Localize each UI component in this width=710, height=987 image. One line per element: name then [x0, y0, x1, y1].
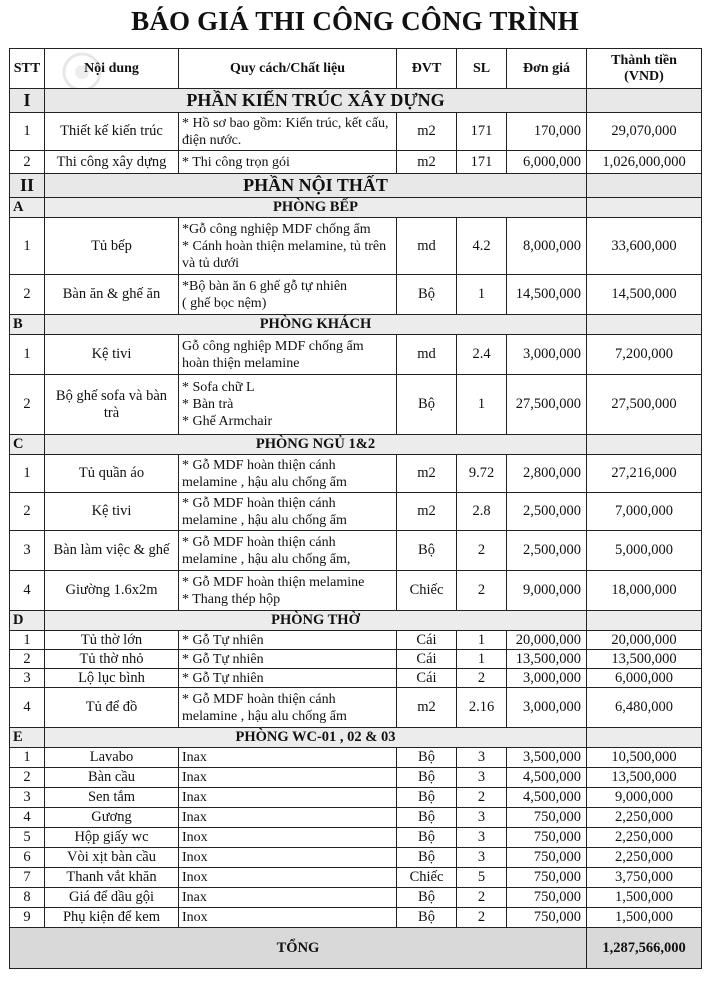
cell-quy-cach: * Gỗ MDF hoàn thiện cánh melamine , hậu alu chống ẩm, — [179, 531, 397, 571]
cell-noi-dung: Tủ để đồ — [45, 688, 179, 728]
header-thanh-tien: Thành tiền (VND) — [587, 49, 702, 89]
group-empty-cell — [587, 728, 702, 748]
group-row — [10, 198, 702, 218]
table-row — [10, 888, 702, 908]
group-empty-cell — [587, 611, 702, 631]
cell-stt: 2 — [10, 650, 45, 669]
cell-don-gia: 2,500,000 — [507, 531, 587, 571]
cell-quy-cach: *Gỗ công nghiệp MDF chống ẩm * Cánh hoàn thiện melamine, tủ trên và tủ dưới — [179, 218, 397, 275]
group-letter: B — [10, 315, 45, 335]
cell-thanh-tien: 2,250,000 — [587, 848, 702, 868]
cell-dvt: Bộ — [397, 808, 457, 828]
cell-noi-dung: Bộ ghế sofa và bàn trà — [45, 375, 179, 435]
cell-dvt: Chiếc — [397, 868, 457, 888]
cell-thanh-tien: 2,250,000 — [587, 808, 702, 828]
cell-noi-dung: Bàn cầu — [45, 768, 179, 788]
cell-thanh-tien: 7,200,000 — [587, 335, 702, 375]
cell-sl: 2 — [457, 788, 507, 808]
table-row — [10, 531, 702, 571]
cell-quy-cach: * Thi công trọn gói — [179, 151, 397, 174]
cell-stt: 4 — [10, 571, 45, 611]
cell-don-gia: 9,000,000 — [507, 571, 587, 611]
cell-don-gia: 2,800,000 — [507, 455, 587, 493]
group-row — [10, 611, 702, 631]
cell-don-gia: 27,500,000 — [507, 375, 587, 435]
cell-quy-cach: Inax — [179, 748, 397, 768]
header-don-gia: Đơn giá — [507, 49, 587, 89]
cell-quy-cach: Inox — [179, 848, 397, 868]
cell-don-gia: 3,000,000 — [507, 335, 587, 375]
cell-thanh-tien: 33,600,000 — [587, 218, 702, 275]
cell-thanh-tien: 6,000,000 — [587, 669, 702, 688]
table-row — [10, 908, 702, 928]
cell-dvt: m2 — [397, 113, 457, 151]
table-row — [10, 650, 702, 669]
document-title: BÁO GIÁ THI CÔNG CÔNG TRÌNH — [131, 6, 579, 36]
cell-don-gia: 750,000 — [507, 888, 587, 908]
cell-thanh-tien: 1,500,000 — [587, 908, 702, 928]
cell-noi-dung: Kệ tivi — [45, 493, 179, 531]
group-title: PHÒNG BẾP — [45, 198, 587, 218]
cell-stt: 4 — [10, 688, 45, 728]
cell-dvt: Chiếc — [397, 571, 457, 611]
cell-don-gia: 8,000,000 — [507, 218, 587, 275]
header-stt: STT — [10, 49, 45, 89]
cell-dvt: m2 — [397, 688, 457, 728]
cell-thanh-tien: 10,500,000 — [587, 748, 702, 768]
cell-sl: 2 — [457, 908, 507, 928]
cell-sl: 3 — [457, 748, 507, 768]
cell-noi-dung: Thanh vắt khăn — [45, 868, 179, 888]
cell-noi-dung: Sen tắm — [45, 788, 179, 808]
table-row — [10, 868, 702, 888]
cell-sl: 2 — [457, 571, 507, 611]
cell-don-gia: 4,500,000 — [507, 768, 587, 788]
section-empty-cell — [587, 89, 702, 113]
cell-sl: 2 — [457, 531, 507, 571]
cell-dvt: m2 — [397, 455, 457, 493]
table-row — [10, 275, 702, 315]
cell-sl: 2.4 — [457, 335, 507, 375]
cell-don-gia: 14,500,000 — [507, 275, 587, 315]
table-header-row — [10, 49, 702, 89]
cell-sl: 1 — [457, 275, 507, 315]
cell-quy-cach: * Sofa chữ L * Bàn trà * Ghế Armchair — [179, 375, 397, 435]
cell-sl: 2 — [457, 669, 507, 688]
cell-stt: 3 — [10, 669, 45, 688]
table-row — [10, 631, 702, 650]
cell-stt: 1 — [10, 455, 45, 493]
header-sl: SL — [457, 49, 507, 89]
cell-quy-cach: Inox — [179, 868, 397, 888]
cell-quy-cach: Inax — [179, 808, 397, 828]
cell-stt: 2 — [10, 275, 45, 315]
group-title: PHÒNG KHÁCH — [45, 315, 587, 335]
table-row — [10, 375, 702, 435]
table-row — [10, 768, 702, 788]
cell-dvt: Bộ — [397, 788, 457, 808]
cell-don-gia: 170,000 — [507, 113, 587, 151]
cell-noi-dung: Lộ lục bình — [45, 669, 179, 688]
table-row — [10, 493, 702, 531]
cell-don-gia: 750,000 — [507, 808, 587, 828]
cell-thanh-tien: 20,000,000 — [587, 631, 702, 650]
cell-quy-cach: Inox — [179, 908, 397, 928]
cell-don-gia: 6,000,000 — [507, 151, 587, 174]
table-row — [10, 455, 702, 493]
cell-thanh-tien: 29,070,000 — [587, 113, 702, 151]
cell-dvt: Bộ — [397, 848, 457, 868]
cell-dvt: Bộ — [397, 908, 457, 928]
cell-dvt: Cái — [397, 631, 457, 650]
cell-noi-dung: Thi công xây dựng — [45, 151, 179, 174]
cell-sl: 3 — [457, 848, 507, 868]
cell-don-gia: 3,000,000 — [507, 688, 587, 728]
table-row — [10, 335, 702, 375]
cell-dvt: Cái — [397, 650, 457, 669]
cell-dvt: Bộ — [397, 748, 457, 768]
cell-sl: 3 — [457, 828, 507, 848]
section-title: PHẦN KIẾN TRÚC XÂY DỰNG — [45, 89, 587, 113]
cell-don-gia: 750,000 — [507, 848, 587, 868]
total-value: 1,287,566,000 — [587, 928, 702, 969]
cell-don-gia: 3,500,000 — [507, 748, 587, 768]
cell-thanh-tien: 7,000,000 — [587, 493, 702, 531]
cell-quy-cach: * Gỗ MDF hoàn thiện cánh melamine , hậu alu chống ẩm — [179, 455, 397, 493]
group-row — [10, 435, 702, 455]
cell-thanh-tien: 18,000,000 — [587, 571, 702, 611]
table-row — [10, 788, 702, 808]
cell-sl: 171 — [457, 113, 507, 151]
quotation-table — [9, 48, 702, 969]
cell-stt: 7 — [10, 868, 45, 888]
cell-stt: 9 — [10, 908, 45, 928]
cell-sl: 171 — [457, 151, 507, 174]
cell-noi-dung: Bàn làm việc & ghế — [45, 531, 179, 571]
cell-sl: 5 — [457, 868, 507, 888]
group-row — [10, 315, 702, 335]
cell-sl: 3 — [457, 808, 507, 828]
cell-don-gia: 4,500,000 — [507, 788, 587, 808]
section-row — [10, 174, 702, 198]
cell-quy-cach: * Gỗ MDF hoàn thiện cánh melamine , hậu alu chống ẩm — [179, 493, 397, 531]
cell-don-gia: 3,000,000 — [507, 669, 587, 688]
table-body — [10, 89, 702, 928]
table-row — [10, 669, 702, 688]
cell-thanh-tien: 13,500,000 — [587, 768, 702, 788]
cell-quy-cach: Inax — [179, 788, 397, 808]
cell-sl: 4.2 — [457, 218, 507, 275]
cell-thanh-tien: 1,026,000,000 — [587, 151, 702, 174]
header-quy-cach: Quy cách/Chất liệu — [179, 49, 397, 89]
cell-don-gia: 20,000,000 — [507, 631, 587, 650]
cell-stt: 1 — [10, 631, 45, 650]
cell-quy-cach: Inax — [179, 768, 397, 788]
cell-don-gia: 750,000 — [507, 868, 587, 888]
cell-sl: 3 — [457, 768, 507, 788]
group-letter: D — [10, 611, 45, 631]
table-row — [10, 688, 702, 728]
table-row — [10, 848, 702, 868]
cell-stt: 3 — [10, 788, 45, 808]
cell-sl: 2 — [457, 888, 507, 908]
cell-thanh-tien: 2,250,000 — [587, 828, 702, 848]
cell-noi-dung: Bàn ăn & ghế ăn — [45, 275, 179, 315]
cell-noi-dung: Gương — [45, 808, 179, 828]
table-row — [10, 151, 702, 174]
cell-noi-dung: Lavabo — [45, 748, 179, 768]
cell-dvt: m2 — [397, 151, 457, 174]
cell-dvt: Bộ — [397, 828, 457, 848]
section-number: II — [10, 174, 45, 198]
cell-dvt: md — [397, 335, 457, 375]
cell-don-gia: 13,500,000 — [507, 650, 587, 669]
total-row — [10, 928, 702, 969]
cell-dvt: Bộ — [397, 888, 457, 908]
table-row — [10, 571, 702, 611]
group-empty-cell — [587, 435, 702, 455]
cell-thanh-tien: 5,000,000 — [587, 531, 702, 571]
cell-quy-cach: * Gỗ Tự nhiên — [179, 669, 397, 688]
cell-sl: 1 — [457, 650, 507, 669]
cell-noi-dung: Hộp giấy wc — [45, 828, 179, 848]
section-empty-cell — [587, 174, 702, 198]
cell-noi-dung: Tủ quần áo — [45, 455, 179, 493]
cell-stt: 1 — [10, 335, 45, 375]
cell-dvt: Bộ — [397, 375, 457, 435]
cell-don-gia: 750,000 — [507, 828, 587, 848]
cell-noi-dung: Vòi xịt bàn cầu — [45, 848, 179, 868]
group-title: PHÒNG NGỦ 1&2 — [45, 435, 587, 455]
cell-dvt: Bộ — [397, 531, 457, 571]
total-label: TỔNG — [10, 928, 587, 969]
section-title: PHẦN NỘI THẤT — [45, 174, 587, 198]
cell-thanh-tien: 13,500,000 — [587, 650, 702, 669]
cell-thanh-tien: 27,500,000 — [587, 375, 702, 435]
cell-sl: 2.8 — [457, 493, 507, 531]
cell-quy-cach: Inax — [179, 888, 397, 908]
cell-stt: 8 — [10, 888, 45, 908]
cell-quy-cach: *Bộ bàn ăn 6 ghế gỗ tự nhiên ( ghế bọc nệm) — [179, 275, 397, 315]
cell-thanh-tien: 9,000,000 — [587, 788, 702, 808]
cell-don-gia: 2,500,000 — [507, 493, 587, 531]
cell-dvt: md — [397, 218, 457, 275]
cell-quy-cach: * Gỗ MDF hoàn thiện melamine * Thang thép hộp — [179, 571, 397, 611]
cell-sl: 1 — [457, 375, 507, 435]
table-row — [10, 218, 702, 275]
cell-stt: 5 — [10, 828, 45, 848]
header-noi-dung: Nội dung — [45, 49, 179, 89]
cell-stt: 4 — [10, 808, 45, 828]
cell-quy-cach: * Gỗ Tự nhiên — [179, 631, 397, 650]
table-row — [10, 113, 702, 151]
group-title: PHÒNG THỜ — [45, 611, 587, 631]
cell-stt: 3 — [10, 531, 45, 571]
cell-dvt: Cái — [397, 669, 457, 688]
cell-dvt: Bộ — [397, 768, 457, 788]
cell-stt: 2 — [10, 151, 45, 174]
table-row — [10, 748, 702, 768]
cell-noi-dung: Tủ thờ lớn — [45, 631, 179, 650]
cell-quy-cach: Gỗ công nghiệp MDF chống ẩm hoàn thiện melamine — [179, 335, 397, 375]
cell-thanh-tien: 14,500,000 — [587, 275, 702, 315]
cell-quy-cach: * Gỗ MDF hoàn thiện cánh melamine , hậu alu chống ẩm — [179, 688, 397, 728]
cell-sl: 1 — [457, 631, 507, 650]
group-title: PHÒNG WC-01 , 02 & 03 — [45, 728, 587, 748]
cell-stt: 6 — [10, 848, 45, 868]
cell-quy-cach: Inox — [179, 828, 397, 848]
cell-thanh-tien: 1,500,000 — [587, 888, 702, 908]
section-number: I — [10, 89, 45, 113]
cell-noi-dung: Phụ kiện để kem — [45, 908, 179, 928]
cell-sl: 2.16 — [457, 688, 507, 728]
cell-noi-dung: Kệ tivi — [45, 335, 179, 375]
group-letter: A — [10, 198, 45, 218]
cell-noi-dung: Tủ thờ nhỏ — [45, 650, 179, 669]
cell-noi-dung: Tủ bếp — [45, 218, 179, 275]
cell-noi-dung: Thiết kế kiến trúc — [45, 113, 179, 151]
cell-noi-dung: Giá để dầu gội — [45, 888, 179, 908]
group-row — [10, 728, 702, 748]
group-letter: E — [10, 728, 45, 748]
cell-stt: 1 — [10, 113, 45, 151]
cell-dvt: Bộ — [397, 275, 457, 315]
cell-thanh-tien: 6,480,000 — [587, 688, 702, 728]
cell-quy-cach: * Gỗ Tự nhiên — [179, 650, 397, 669]
cell-stt: 2 — [10, 768, 45, 788]
section-row — [10, 89, 702, 113]
table-row — [10, 808, 702, 828]
cell-stt: 1 — [10, 748, 45, 768]
header-dvt: ĐVT — [397, 49, 457, 89]
cell-stt: 2 — [10, 493, 45, 531]
cell-thanh-tien: 27,216,000 — [587, 455, 702, 493]
group-letter: C — [10, 435, 45, 455]
cell-thanh-tien: 3,750,000 — [587, 868, 702, 888]
cell-stt: 2 — [10, 375, 45, 435]
cell-sl: 9.72 — [457, 455, 507, 493]
table-row — [10, 828, 702, 848]
cell-stt: 1 — [10, 218, 45, 275]
cell-noi-dung: Giường 1.6x2m — [45, 571, 179, 611]
cell-dvt: m2 — [397, 493, 457, 531]
cell-quy-cach: * Hồ sơ bao gồm: Kiến trúc, kết cấu, điện nước. — [179, 113, 397, 151]
cell-don-gia: 750,000 — [507, 908, 587, 928]
group-empty-cell — [587, 315, 702, 335]
group-empty-cell — [587, 198, 702, 218]
